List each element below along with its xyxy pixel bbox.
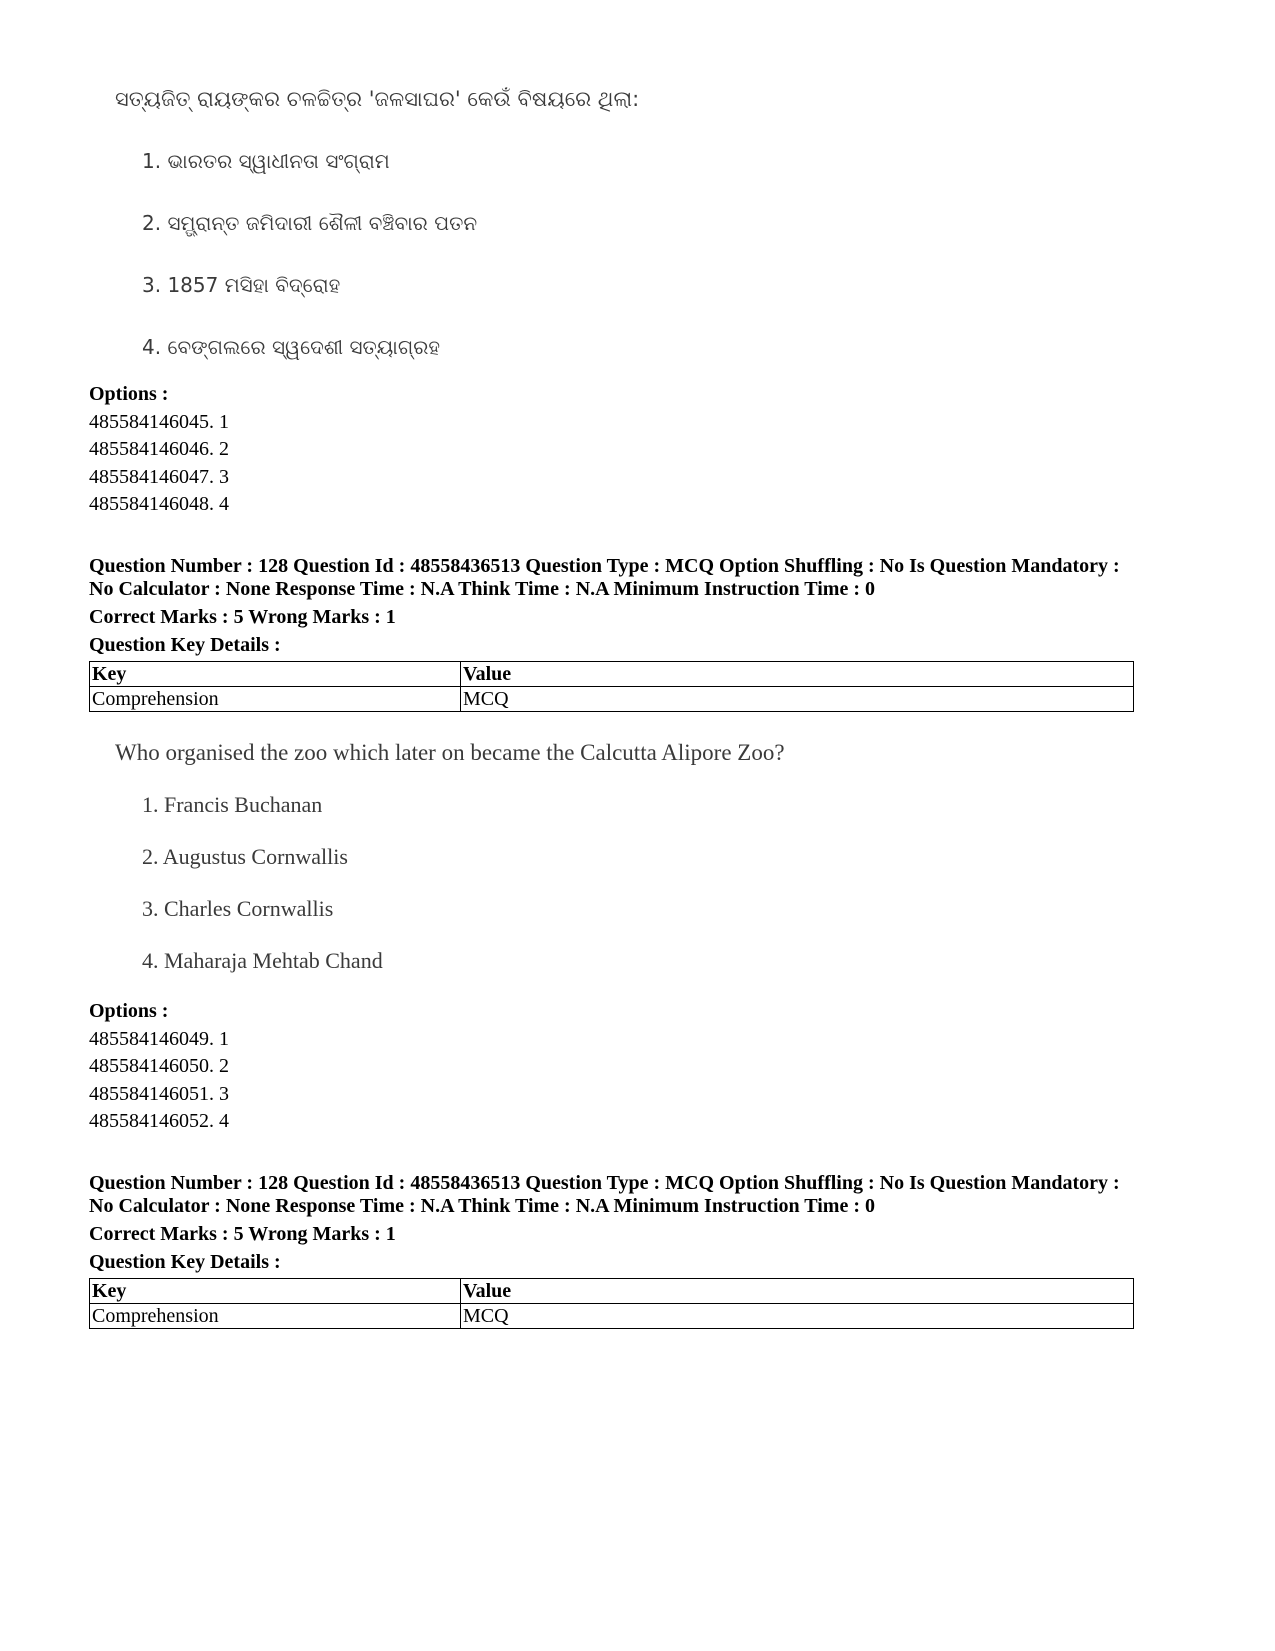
- table-header-value: Value: [461, 662, 1134, 687]
- metadata-line-2: No Calculator : None Response Time : N.A Think Time : N.A Minimum Instruction Time : 0: [89, 578, 875, 600]
- question-image-english: [115, 738, 785, 976]
- options-label: Options :: [89, 1000, 169, 1022]
- question-stem: ସତ୍ୟଜିତ୍ ରାୟଙ୍କର ଚଳଚ୍ଚିତ୍ର 'ଜଳସାଘର' କେଉଁ ବିଷୟରେ ଥିଲା:: [115, 87, 640, 111]
- table-header-row: [90, 662, 1134, 687]
- key-details-table: [89, 661, 1134, 712]
- table-row: [90, 1304, 1134, 1329]
- metadata-line-1: Question Number : 128 Question Id : 48558436513 Question Type : MCQ Option Shuffling : No Is Question Mandatory :: [89, 555, 1120, 577]
- question-choice-2: 2. ସମ୍ଭ୍ରାନ୍ତ ଜମିଦାରୀ ଶୈଳୀ ବଞ୍ଚିବାର ପତନ: [142, 211, 478, 235]
- option-item: 485584146052. 4: [89, 1110, 229, 1132]
- question-choice-4: 4. Maharaja Mehtab Chand: [142, 948, 383, 973]
- table-header-value: Value: [461, 1279, 1134, 1304]
- table-cell-key: Comprehension: [90, 687, 461, 712]
- options-list: [89, 998, 229, 1136]
- question-stem: Who organised the zoo which later on became the Calcutta Alipore Zoo?: [115, 740, 785, 765]
- question-choice-3: 3. Charles Cornwallis: [142, 896, 334, 921]
- table-cell-key: Comprehension: [90, 1304, 461, 1329]
- table-header-row: [90, 1279, 1134, 1304]
- table-cell-value: MCQ: [461, 687, 1134, 712]
- metadata-line-1: Question Number : 128 Question Id : 48558436513 Question Type : MCQ Option Shuffling : No Is Question Mandatory :: [89, 1172, 1120, 1194]
- question-image-odia: [115, 84, 639, 362]
- metadata-line-2: No Calculator : None Response Time : N.A Think Time : N.A Minimum Instruction Time : 0: [89, 1195, 875, 1217]
- table-header-key: Key: [90, 1279, 461, 1304]
- marks-line: Correct Marks : 5 Wrong Marks : 1: [89, 606, 396, 628]
- question-metadata: [89, 555, 1149, 657]
- marks-line: Correct Marks : 5 Wrong Marks : 1: [89, 1223, 396, 1245]
- option-item: 485584146049. 1: [89, 1027, 229, 1050]
- table-row: [90, 687, 1134, 712]
- option-item: 485584146050. 2: [89, 1055, 229, 1077]
- table-cell-value: MCQ: [461, 1304, 1134, 1329]
- question-choice-3: 3. 1857 ମସିହା ବିଦ୍ରୋହ: [142, 273, 341, 297]
- option-item: 485584146046. 2: [89, 438, 229, 460]
- option-item: 485584146045. 1: [89, 410, 229, 433]
- option-item: 485584146047. 3: [89, 465, 229, 488]
- key-details-label: Question Key Details :: [89, 1251, 281, 1273]
- option-item: 485584146048. 4: [89, 493, 229, 515]
- key-details-table: [89, 1278, 1134, 1329]
- table-header-key: Key: [90, 662, 461, 687]
- options-list: [89, 381, 229, 519]
- question-metadata: [89, 1172, 1149, 1274]
- question-choice-2: 2. Augustus Cornwallis: [142, 844, 348, 869]
- question-choice-4: 4. ବେଙ୍ଗଲରେ ସ୍ୱଦେଶୀ ସତ୍ୟାଗ୍ରହ: [142, 335, 441, 359]
- option-item: 485584146051. 3: [89, 1082, 229, 1105]
- question-choice-1: 1. Francis Buchanan: [142, 792, 323, 817]
- question-choice-1: 1. ଭାରତର ସ୍ୱାଧୀନତା ସଂଗ୍ରାମ: [142, 149, 390, 173]
- options-label: Options :: [89, 383, 169, 405]
- key-details-label: Question Key Details :: [89, 634, 281, 656]
